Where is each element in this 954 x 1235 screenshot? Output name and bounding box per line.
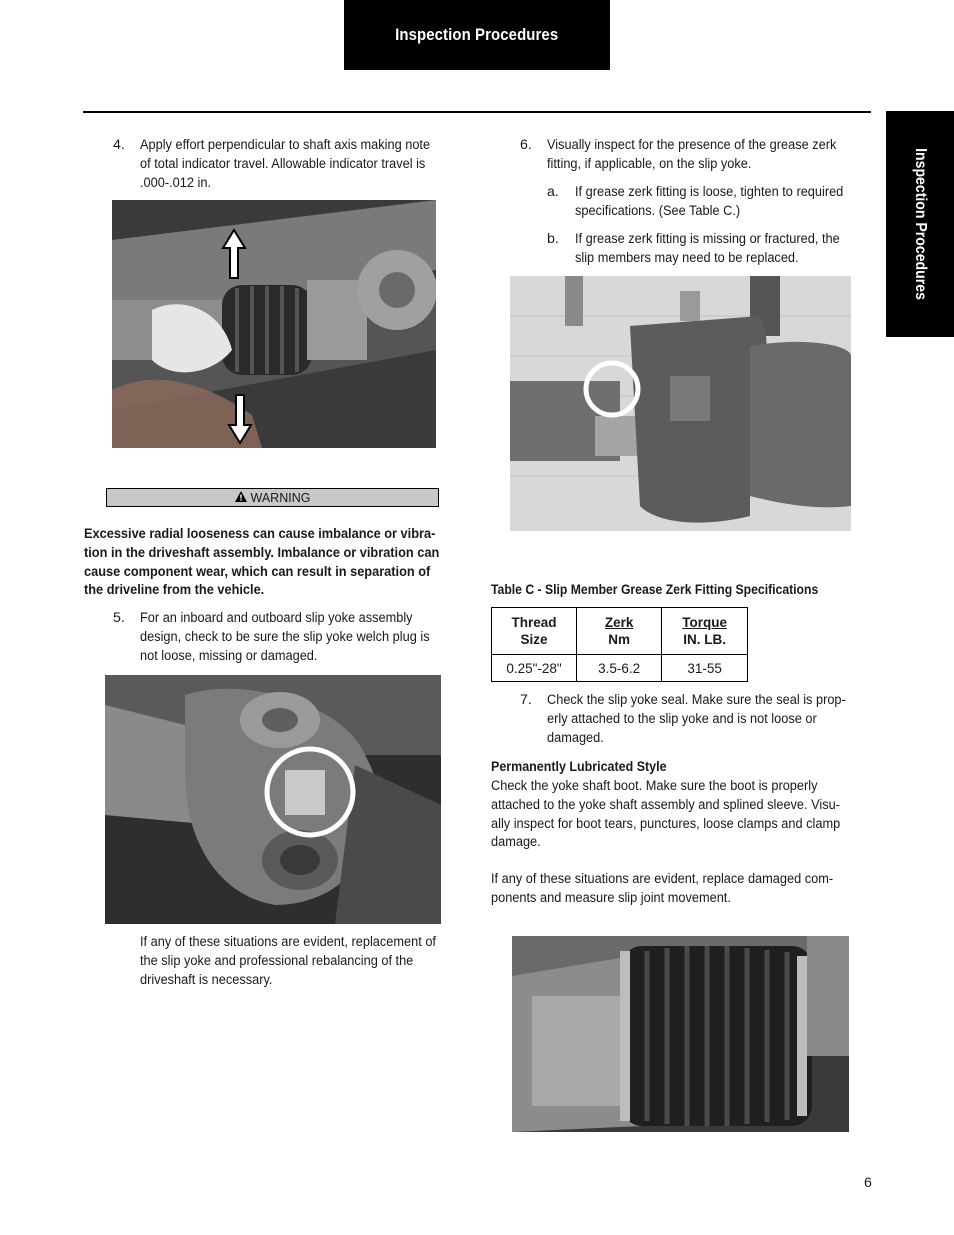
step-4-text: Apply effort perpendicular to shaft axis making note of total indicator travel. Allowable indicator travel is .000-.012 in. bbox=[140, 137, 431, 191]
header-rule bbox=[83, 111, 871, 113]
table-c-title: Table C - Slip Member Grease Zerk Fitting Specifications bbox=[491, 582, 819, 598]
table-header-torque: Torque IN. LB. bbox=[662, 608, 748, 655]
table-cell-torque: 31-55 bbox=[662, 655, 748, 682]
grease-zerk-fitting-photo bbox=[510, 276, 851, 531]
section-header-tab: Inspection Procedures bbox=[344, 0, 610, 70]
warning-triangle-icon bbox=[235, 491, 247, 505]
warning-text: Excessive radial looseness can cause imbalance or vibra- tion in the driveshaft assembly. Imbalance or vibration can cause component wear, which can result in separation of the driveline from the vehicle. bbox=[84, 526, 440, 599]
zerk-spec-table bbox=[491, 607, 748, 682]
page-number: 6 bbox=[864, 1175, 872, 1191]
side-section-tab: Inspection Procedures bbox=[886, 111, 954, 337]
step-5-text: For an inboard and outboard slip yoke assembly design, check to be sure the slip yoke welch plug is not loose, missing or damaged. bbox=[140, 610, 430, 664]
step-5-number: 5. bbox=[113, 610, 125, 626]
permanently-lubricated-paragraph-2: If any of these situations are evident, replace damaged com- ponents and measure slip joint movement. bbox=[491, 871, 834, 906]
yoke-shaft-boot-photo bbox=[512, 936, 849, 1132]
step-6-number: 6. bbox=[520, 137, 532, 153]
slip-yoke-welch-plug-photo bbox=[105, 675, 441, 924]
step-6-text: Visually inspect for the presence of the grease zerk fitting, if applicable, on the slip yoke. bbox=[547, 137, 837, 172]
step-6a-letter: a. bbox=[547, 184, 559, 200]
step-6b-text: If grease zerk fitting is missing or fractured, the slip members may need to be replaced. bbox=[575, 231, 840, 266]
step-6a-text: If grease zerk fitting is loose, tighten to required specifications. (See Table C.) bbox=[575, 184, 844, 219]
table-cell-thread: 0.25"-28" bbox=[492, 655, 577, 682]
step-5-followup-text: If any of these situations are evident, replacement of the slip yoke and professional rebalancing of the driveshaft is necessary. bbox=[140, 934, 436, 988]
permanently-lubricated-heading: Permanently Lubricated Style bbox=[491, 759, 667, 775]
step-6b-letter: b. bbox=[547, 231, 559, 247]
table-header-row bbox=[492, 608, 748, 655]
step-4-number: 4. bbox=[113, 137, 125, 153]
driveshaft-boot-photo bbox=[112, 200, 436, 448]
warning-banner bbox=[106, 488, 439, 507]
step-7-text: Check the slip yoke seal. Make sure the seal is prop- erly attached to the slip yoke and is not loose or damaged. bbox=[547, 692, 846, 746]
table-header-zerk: Zerk Nm bbox=[577, 608, 662, 655]
table-header-thread: Thread Size bbox=[492, 608, 577, 655]
table-cell-zerk: 3.5-6.2 bbox=[577, 655, 662, 682]
warning-label: WARNING bbox=[250, 490, 311, 505]
table-row bbox=[492, 655, 748, 682]
permanently-lubricated-paragraph-1: Check the yoke shaft boot. Make sure the boot is properly attached to the yoke shaft assembly and splined sleeve. Visu- ally inspect for boot tears, punctures, loose clamps and clamp damage. bbox=[491, 778, 841, 851]
step-7-number: 7. bbox=[520, 692, 532, 708]
